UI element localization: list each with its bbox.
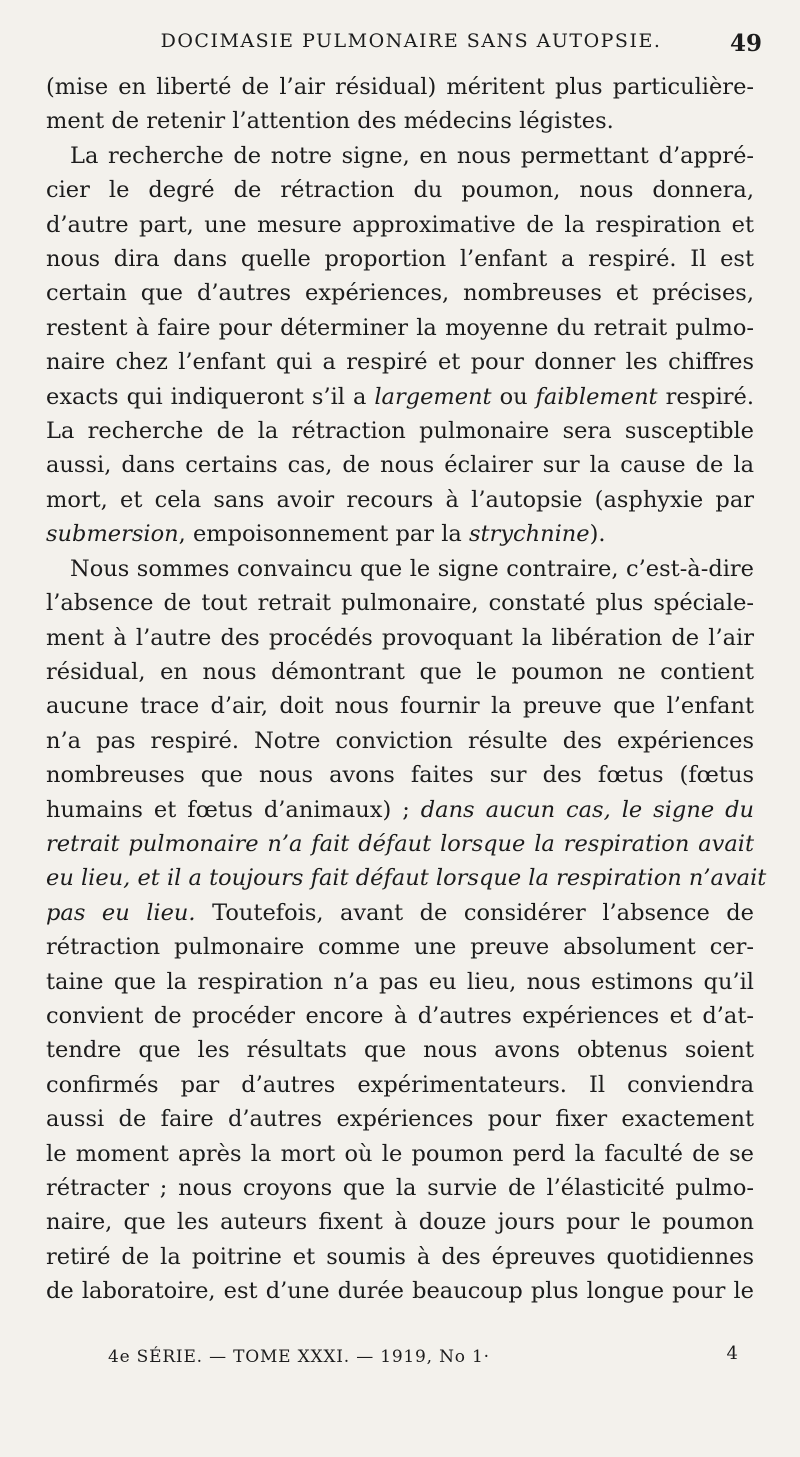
text-line: retiré de la poitrine et soumis à des épreuves quotidiennes (46, 1243, 754, 1270)
text-line: résidual, en nous démontrant que le poumon ne contient (46, 658, 754, 685)
text-line: pas eu lieu. Toutefois, avant de considérer l’absence de (46, 899, 754, 926)
text-line: mort, et cela sans avoir recours à l’autopsie (asphyxie par (46, 486, 754, 513)
text-line: n’a pas respiré. Notre conviction résulte des expériences (46, 727, 754, 754)
text-line: ment à l’autre des procédés provoquant la libération de l’air (46, 624, 754, 651)
page-header (60, 30, 762, 70)
text-line: convient de procéder encore à d’autres expériences et d’at- (46, 1002, 754, 1029)
text-line: La recherche de la rétraction pulmonaire sera susceptible (46, 418, 754, 445)
text-line: le moment après la mort où le poumon perd la faculté de se (46, 1140, 754, 1167)
text-line: nous dira dans quelle proportion l’enfant a respiré. Il est (46, 246, 754, 273)
text-line: nombreuses que nous avons faites sur des fœtus (fœtus (46, 762, 754, 789)
text-line: rétracter ; nous croyons que la survie de l’élasticité pulmo- (46, 1175, 754, 1201)
body-text (46, 70, 767, 1309)
text-line: d’autre part, une mesure approximative de la respiration et (46, 211, 754, 238)
page-number: 49 (729, 30, 762, 57)
text-line: naire, que les auteurs fixent à douze jours pour le poumon (46, 1209, 754, 1236)
text-line: restent à faire pour déterminer la moyenne du retrait pulmo- (46, 314, 754, 341)
text-line: (mise en liberté de l’air résidual) méritent plus particulière- (46, 74, 754, 100)
text-line: eu lieu, et il a toujours fait défaut lorsque la respiration n’avait (46, 865, 767, 892)
text-line: exacts qui indiqueront s’il a largement ou faiblement respiré. (46, 383, 755, 410)
text-line: retrait pulmonaire n’a fait défaut lorsque la respiration avait (46, 830, 754, 857)
signature-line: 4e SÉRIE. — TOME XXXI. — 1919, No 1· (108, 1347, 490, 1367)
text-line: aussi de faire d’autres expériences pour fixer exactement (46, 1106, 754, 1133)
text-line: cier le degré de rétraction du poumon, nous donnera, (46, 177, 754, 204)
text-line: de laboratoire, est d’une durée beaucoup plus longue pour le (46, 1278, 754, 1305)
text-line: rétraction pulmonaire comme une preuve absolument cer- (46, 934, 754, 961)
sheet-mark: 4 (726, 1343, 738, 1364)
text-line: submersion, empoisonnement par la strychnine). (46, 521, 606, 548)
text-line: humains et fœtus d’animaux) ; dans aucun cas, le signe du (46, 796, 754, 823)
text-line: l’absence de tout retrait pulmonaire, constaté plus spéciale- (46, 590, 754, 617)
text-line: Nous sommes convaincu que le signe contraire, c’est-à-dire (70, 555, 754, 582)
text-line: ment de retenir l’attention des médecins légistes. (46, 108, 614, 135)
text-line: La recherche de notre signe, en nous permettant d’appré- (70, 142, 754, 169)
text-line: naire chez l’enfant qui a respiré et pour donner les chiffres (46, 349, 754, 376)
text-line: certain que d’autres expériences, nombreuses et précises, (46, 280, 754, 307)
text-line: taine que la respiration n’a pas eu lieu, nous estimons qu’il (46, 968, 754, 995)
page-footer (108, 1343, 750, 1377)
text-line: confirmés par d’autres expérimentateurs. Il conviendra (46, 1071, 754, 1098)
text-line: aussi, dans certains cas, de nous éclairer sur la cause de la (46, 452, 754, 479)
text-line: aucune trace d’air, doit nous fournir la preuve que l’enfant (46, 693, 754, 720)
running-head: DOCIMASIE PULMONAIRE SANS AUTOPSIE. (160, 30, 662, 52)
text-line: tendre que les résultats que nous avons obtenus soient (46, 1037, 754, 1064)
